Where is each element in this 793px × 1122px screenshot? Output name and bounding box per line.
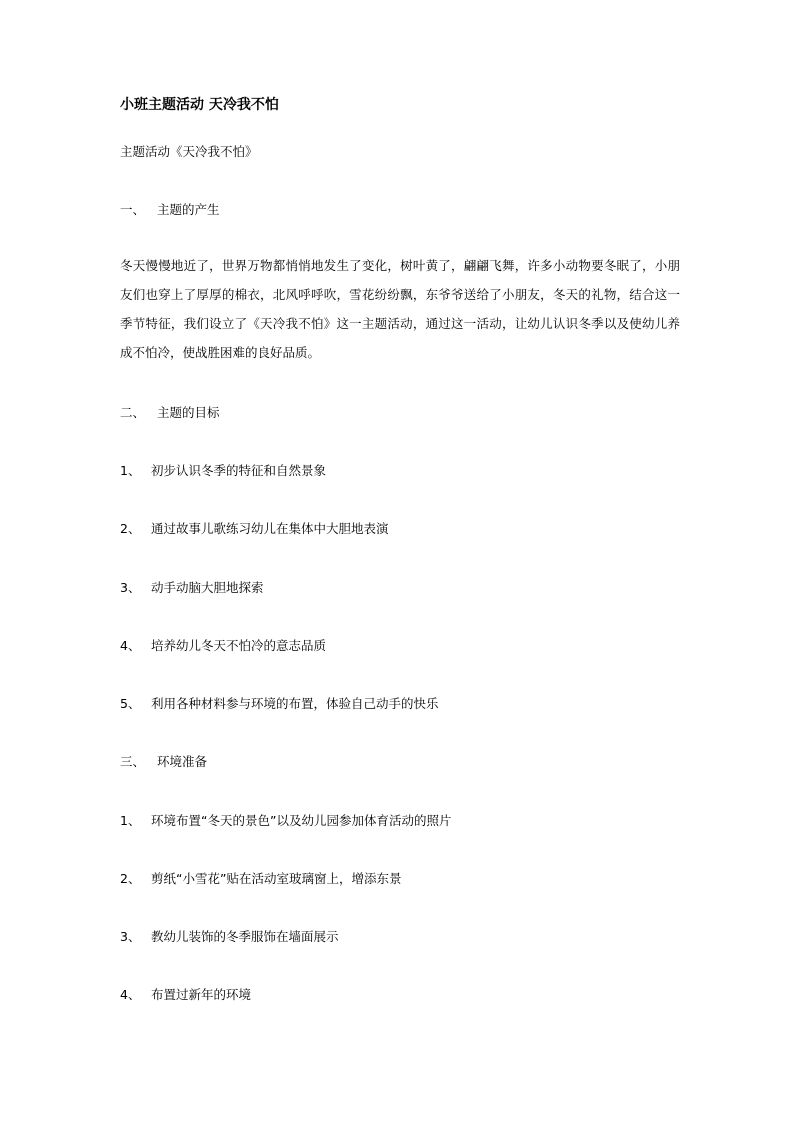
section-heading-text: 环境准备 [157,754,208,769]
section-heading-3 [120,754,207,770]
list-item-text: 初步认识冬季的特征和自然景象 [151,463,327,478]
section-number: 二、 [120,405,146,420]
list-item-text: 剪纸“小雪花”贴在活动室玻璃窗上，增添东景 [151,871,402,886]
list-item-number: 1、 [120,813,141,828]
section-number: 三、 [120,754,146,769]
list-item [120,638,326,654]
section-number: 一、 [120,202,146,217]
document-subtitle: 主题活动《天冷我不怕》 [120,144,258,159]
section-heading-text: 主题的目标 [157,405,220,420]
list-item [120,813,451,829]
list-item-text: 培养幼儿冬天不怕冷的意志品质 [151,638,327,653]
list-item-number: 3、 [120,929,141,944]
list-item-number: 2、 [120,871,141,886]
section-heading-1 [120,202,220,218]
section-paragraph-1: 冬天慢慢地近了，世界万物都悄悄地发生了变化，树叶黄了，翩翩飞舞，许多小动物要冬眠了，小朋友们也穿上了厚厚的棉衣，北风呼呼吹，雪花纷纷飘，东爷爷送给了小朋友，冬天的礼物，结合这一季节特征，我们设立了《天冷我不怕》这一主题活动，通过这一活动，让幼儿认识冬季以及使幼儿养成不怕冷，使战胜困难的良好品质。 [120,258,680,360]
section-heading-text: 主题的产生 [157,202,220,217]
list-item-text: 布置过新年的环境 [151,987,252,1002]
list-item-number: 4、 [120,987,141,1002]
list-item-number: 4、 [120,638,141,653]
list-item [120,871,401,887]
list-item-number: 5、 [120,696,141,711]
list-item [120,987,251,1003]
list-item [120,696,439,712]
list-item-text: 环境布置“冬天的景色”以及幼儿园参加体育活动的照片 [151,813,452,828]
list-item-text: 利用各种材料参与环境的布置，体验自己动手的快乐 [151,696,439,711]
list-item-text: 教幼儿装饰的冬季服饰在墙面展示 [151,929,339,944]
list-item [120,463,326,479]
list-item-text: 动手动脑大胆地探索 [151,580,264,595]
list-item [120,521,389,537]
list-item [120,580,264,596]
section-heading-2 [120,405,220,421]
list-item [120,929,339,945]
list-item-number: 3、 [120,580,141,595]
list-item-text: 通过故事儿歌练习幼儿在集体中大胆地表演 [151,521,389,536]
list-item-number: 1、 [120,463,141,478]
document-title: 小班主题活动 天冷我不怕 [120,97,279,113]
list-item-number: 2、 [120,521,141,536]
